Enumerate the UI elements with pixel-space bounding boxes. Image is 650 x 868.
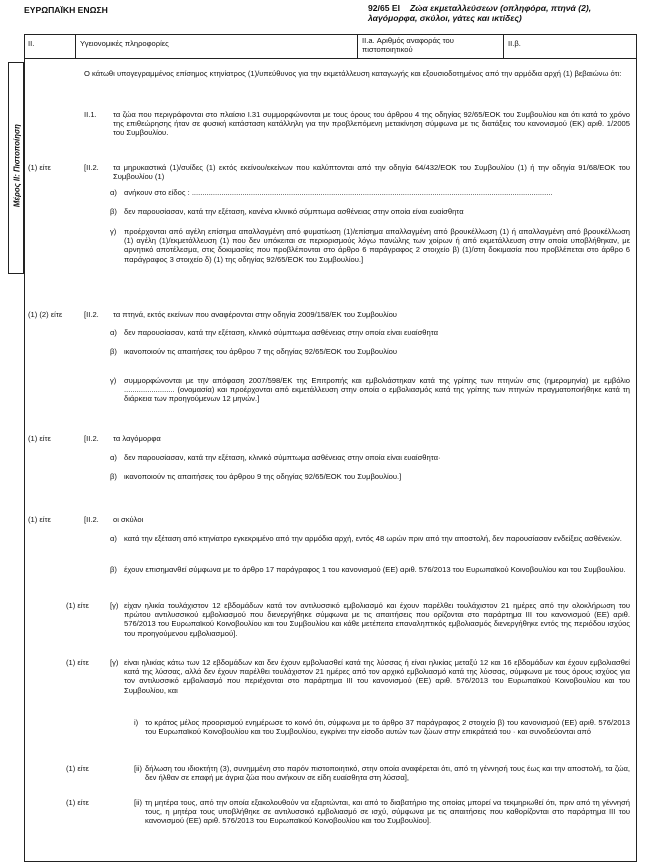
item-text: δήλωση του ιδιοκτήτη (3), συνημμένη στο παρόν πιστοποιητικό, στην οποία αναφέρεται ότι, από τη γέννησή τους έως και την αποστολή, τα ζώα, δεν ήλθαν σε επαφή με άγρια ζώα που ανήκουν σε είδη ευαίσθητα στη λύσσα], (145, 764, 630, 783)
item-number: β) (110, 207, 117, 216)
item-text: το κράτος μέλος προορισμού ενημέρωσε το κοινό ότι, σύμφωνα με το άρθρο 37 παράγραφος 2 στοιχείο β) του κανονισμού (ΕΕ) αριθ. 576/2013 του Ευρωπαϊκού Κοινοβουλίου και του Συμβουλίου, εγκρίνει την είσοδο αυτών των ζώων στην επικράτειά του · και συνοδεύονται από (145, 718, 630, 737)
item-number: [ii) (134, 798, 143, 807)
document-code: 92/65 ΕΙ (368, 3, 401, 13)
item-number: γ) (110, 227, 117, 236)
item-number: [γ) (110, 601, 119, 610)
item-text: τη μητέρα τους, από την οποία εξακολουθούν να εξαρτώνται, και από το διαβατήριο της οποίας μπορεί να τεκμηριωθεί ότι, πριν από τη γέννησή τους, η μητέρα τους υποβλήθηκε σε αντιλυσσικό εμβολιασμό σε ισχύ, σύμφωνα με τις απαιτήσεις που καθορίζονται στο παράρτημα III του κανονισμού (ΕΕ) αριθ. 576/2013 του Ευρωπαϊκού Κοινοβουλίου και του Συμβουλίου]. (145, 798, 630, 826)
item-text: τα λαγόμορφα (113, 434, 161, 443)
side-label: Μέρος II: Πιστοποίηση (12, 124, 22, 208)
item-condition-mark: (1) είτε (66, 764, 89, 773)
item-number: α) (110, 328, 117, 337)
intro-paragraph: Ο κάτωθι υπογεγραμμένος επίσημος κτηνίατρος (1)/υπεύθυνος για την εκμετάλλευση καταγωγής και εξουσιοδοτημένος από την αρμόδια αρχή (1) βεβαιώνω ότι: (84, 69, 622, 78)
item-number: α) (110, 534, 117, 543)
item-condition-mark: (1) είτε (66, 658, 89, 667)
item-number: α) (110, 453, 117, 462)
item-text: τα μηρυκαστικά (1)/συίδες (1) εκτός εκείνου/εκείνων που καλύπτονται από την οδηγία 64/432/ΕΟΚ του Συμβουλίου (1) ή την οδηγία 91/68/ΕΟΚ του Συμβουλίου (1) (113, 163, 630, 182)
item-text: δεν παρουσίασαν, κατά την εξέταση, κλινικό σύμπτωμα ασθένειας στην οποία είναι ευαίσθητα· (124, 453, 441, 462)
certificate-frame (24, 34, 637, 862)
item-condition-mark: (1) είτε (28, 434, 51, 443)
item-text: κατά την εξέταση από κτηνίατρο εγκεκριμένο από την αρμόδια αρχή, εντός 48 ωρών πριν από την αποστολή, δεν παρουσίασαν ενδείξεις ασθένειών. (124, 534, 622, 543)
item-condition-mark: (1) είτε (28, 515, 51, 524)
item-number: i) (134, 718, 139, 727)
item-text: συμμορφώνονται με την απόφαση 2007/598/ΕΚ της Επιτροπής και εμβολιάστηκαν κατά της γρίπης των πτηνών στις (ημερομηνία) με εμβόλιο ........................ (ονομασία) και προέρχονται από εκμετάλλευση στην οποία ο εμβολιασμός κατά της γρίπης των πτηνών πραγματοποιήθηκε κατά τη διάρκεια των προηγούμενων 12 μηνών.] (124, 376, 630, 404)
item-text: είναι ηλικίας κάτω των 12 εβδομάδων και δεν έχουν εμβολιασθεί κατά της λύσσας ή είναι ηλικίας μεταξύ 12 και 16 εβδομάδων και έχουν εμβολιασθεί κατά της λύσσας, αλλά δεν έχουν παρέλθει τουλάχιστον 21 ημέρες από τον αρχικό εμβολιασμό κατά της λύσσας, σύμφωνα με τους όρους ισχύος για τον αντιλυσσικό εμβολιασμό που περιέχονται στο παράρτημα III του κανονισμού (ΕΕ) αριθ. 576/2013 του Ευρωπαϊκού Κοινοβουλίου και του Συμβουλίου, και (124, 658, 630, 695)
item-number: [II.2. (84, 310, 99, 319)
item-condition-mark: (1) (2) είτε (28, 310, 63, 319)
reference-number-label: II.a. Αριθμός αναφοράς του πιστοποιητικού (358, 34, 504, 58)
document-header-left: ΕΥΡΩΠΑΪΚΗ ΕΝΩΣΗ (24, 5, 108, 15)
item-number: II.1. (84, 110, 97, 119)
item-number: [γ) (110, 658, 119, 667)
item-number: α) (110, 188, 117, 197)
item-number: β) (110, 472, 117, 481)
document-title: Ζώα εκμεταλλεύσεων (οπληφόρα, πτηνά (2), λαγόμορφα, σκύλοι, γάτες και ικτίδες) (368, 3, 592, 23)
item-condition-mark: (1) είτε (28, 163, 51, 172)
item-number: [II.2. (84, 163, 99, 172)
item-condition-mark: (1) είτε (66, 601, 89, 610)
item-text: τα πτηνά, εκτός εκείνων που αναφέρονται στην οδηγία 2009/158/ΕΚ του Συμβουλίου (113, 310, 397, 319)
section-title: Υγειονομικές πληροφορίες (76, 34, 358, 58)
item-text: ικανοποιούν τις απαιτήσεις του άρθρου 7 της οδηγίας 92/65/ΕΟΚ του Συμβουλίου (124, 347, 398, 356)
item-text: τα ζώα που περιγράφονται στο πλαίσιο I.31 συμμορφώνονται με τους όρους του άρθρου 4 της οδηγίας 92/65/ΕΟΚ του Συμβουλίου και ότι κατά το χρόνο της επιθεώρησης ήταν σε φυσική κατάσταση κατάλληλη για την προβλεπόμενη μετακίνηση σύμφωνα με τις διατάξεις του κανονισμού (ΕΚ) αριθ. 1/2005 του Συμβουλίου. (113, 110, 630, 138)
item-text: είχαν ηλικία τουλάχιστον 12 εβδομάδων κατά τον αντιλυσσικό εμβολιασμό και έχουν παρέλθει τουλάχιστον 21 ημέρες από την ολοκλήρωση του πρώτου αντιλυσσικού εμβολιασμού που διενεργήθηκε σύμφωνα με τις απαιτήσεις που ορίζονται στο παράρτημα III του κανονισμού (ΕΕ) αριθ. 576/2013 του Ευρωπαϊκού Κοινοβουλίου και του Συμβουλίου και κάθε μετέπειτα επαναληπτικός εμβολιασμός διενεργήθηκε εντός της περιόδου ισχύος του προηγούμενου εμβολιασμού]. (124, 601, 630, 638)
table-header-row (24, 34, 637, 59)
item-number: [II.2. (84, 515, 99, 524)
item-text: ανήκουν στο είδος : ........................................................................................................................................................................... (124, 188, 553, 197)
reference-b-label: II.β. (508, 39, 521, 48)
item-number: γ) (110, 376, 117, 385)
section-number: II. (24, 34, 76, 58)
item-text: δεν παρουσίασαν, κατά την εξέταση, κλινικό σύμπτωμα ασθένειας στην οποία είναι ευαίσθητα (124, 328, 439, 337)
side-label-box (8, 62, 24, 274)
item-text: έχουν επισημανθεί σύμφωνα με το άρθρο 17 παράγραφος 1 του κανονισμού (ΕΕ) αριθ. 576/2013 του Ευρωπαϊκού Κοινοβουλίου και του Συμβουλίου. (124, 565, 626, 574)
item-text: δεν παρουσίασαν, κατά την εξέταση, κανένα κλινικό σύμπτωμα ασθένειας στην οποία είναι ευαίσθητα (124, 207, 464, 216)
item-text: προέρχονται από αγέλη επίσημα απαλλαγμένη από φυματίωση (1)/επίσημα απαλλαγμένη από βρουκέλλωση (1) ή απαλλαγμένη από βρουκέλλωση (1) αγέλη (1)/εκμετάλλευση (1) που δεν υπόκειται σε περιορισμούς λόγω πανώλης των χοίρων ή από εκμετάλλευση στην οποία υποβλήθηκαν, με αρνητικό αποτέλεσμα, στις δοκιμασίες που προβλέπονται στο άρθρο 6 παράγραφος 2 στοιχείο β) (1)/στη δοκιμασία που προβλέπεται στο άρθρο 6 παράγραφος 3 στοιχείο δ) (1) της οδηγίας 92/65/ΕΟΚ του Συμβουλίου.] (124, 227, 630, 264)
item-text: ικανοποιούν τις απαιτήσεις του άρθρου 9 της οδηγίας 92/65/ΕΟΚ του Συμβουλίου.] (124, 472, 402, 481)
item-number: β) (110, 565, 117, 574)
item-number: [ii) (134, 764, 143, 773)
item-number: [II.2. (84, 434, 99, 443)
item-text: οι σκύλοι (113, 515, 144, 524)
item-number: β) (110, 347, 117, 356)
item-condition-mark: (1) είτε (66, 798, 89, 807)
document-header-right (368, 3, 636, 23)
